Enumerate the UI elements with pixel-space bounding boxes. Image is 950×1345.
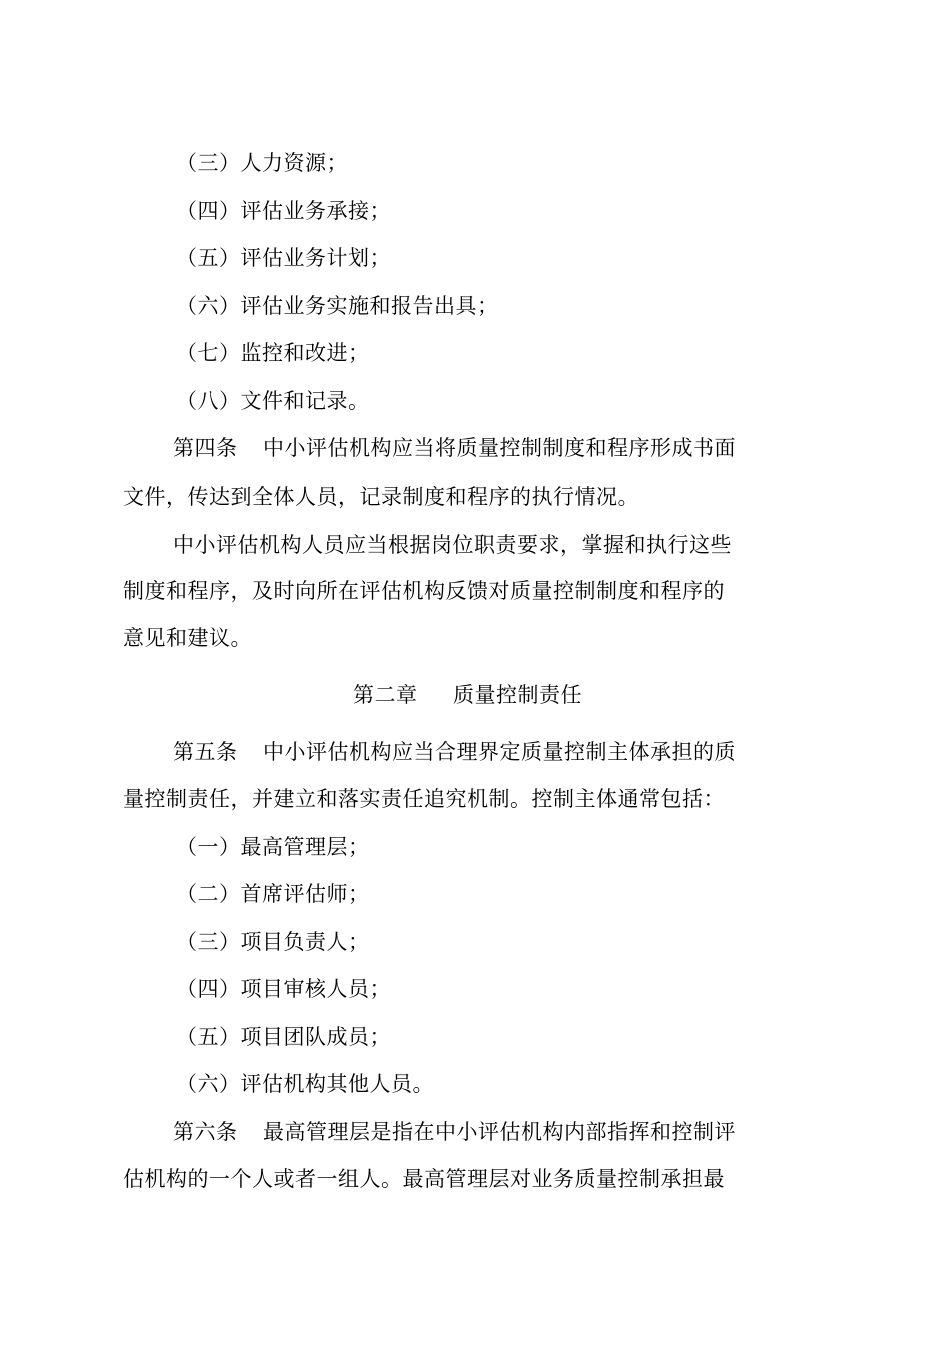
article-4-line-2: 文件，传达到全体人员，记录制度和程序的执行情况。 <box>123 485 639 509</box>
list-item: （一）最高管理层； <box>176 835 370 859</box>
list-item: （三）项目负责人； <box>176 930 370 954</box>
article-5-line-2: 量控制责任，并建立和落实责任追究机制。控制主体通常包括： <box>123 787 725 811</box>
article-6-label: 第六条 <box>173 1120 238 1144</box>
article-6-line-2: 估机构的一个人或者一组人。最高管理层对业务质量控制承担最 <box>123 1167 725 1191</box>
chapter-heading <box>353 682 582 708</box>
list-item: （八）文件和记录。 <box>176 389 370 413</box>
chapter-title: 质量控制责任 <box>453 683 582 707</box>
list-item: （三）人力资源； <box>176 151 348 175</box>
list-item: （六）评估机构其他人员。 <box>176 1072 434 1096</box>
article-4-text: 中小评估机构应当将质量控制制度和程序形成书面 <box>263 436 736 460</box>
paragraph-line-3: 意见和建议。 <box>123 626 252 650</box>
article-5-text: 中小评估机构应当合理界定质量控制主体承担的质 <box>263 740 736 764</box>
article-4-first-line <box>173 435 736 461</box>
article-6-text: 最高管理层是指在中小评估机构内部指挥和控制评 <box>263 1120 736 1144</box>
list-item: （七）监控和改进； <box>176 341 370 365</box>
list-item: （二）首席评估师； <box>176 882 370 906</box>
chapter-number: 第二章 <box>353 683 418 707</box>
list-item: （四）评估业务承接； <box>176 199 391 223</box>
paragraph-line-1: 中小评估机构人员应当根据岗位职责要求，掌握和执行这些 <box>173 533 732 557</box>
list-item: （五）评估业务计划； <box>176 246 391 270</box>
list-item: （六）评估业务实施和报告出具； <box>176 294 499 318</box>
article-4-label: 第四条 <box>173 436 238 460</box>
article-5-label: 第五条 <box>173 740 238 764</box>
article-5-first-line <box>173 739 736 765</box>
paragraph-line-2: 制度和程序，及时向所在评估机构反馈对质量控制制度和程序的 <box>123 579 725 603</box>
list-item: （五）项目团队成员； <box>176 1025 391 1049</box>
list-item: （四）项目审核人员； <box>176 977 391 1001</box>
article-6-first-line <box>173 1119 736 1145</box>
